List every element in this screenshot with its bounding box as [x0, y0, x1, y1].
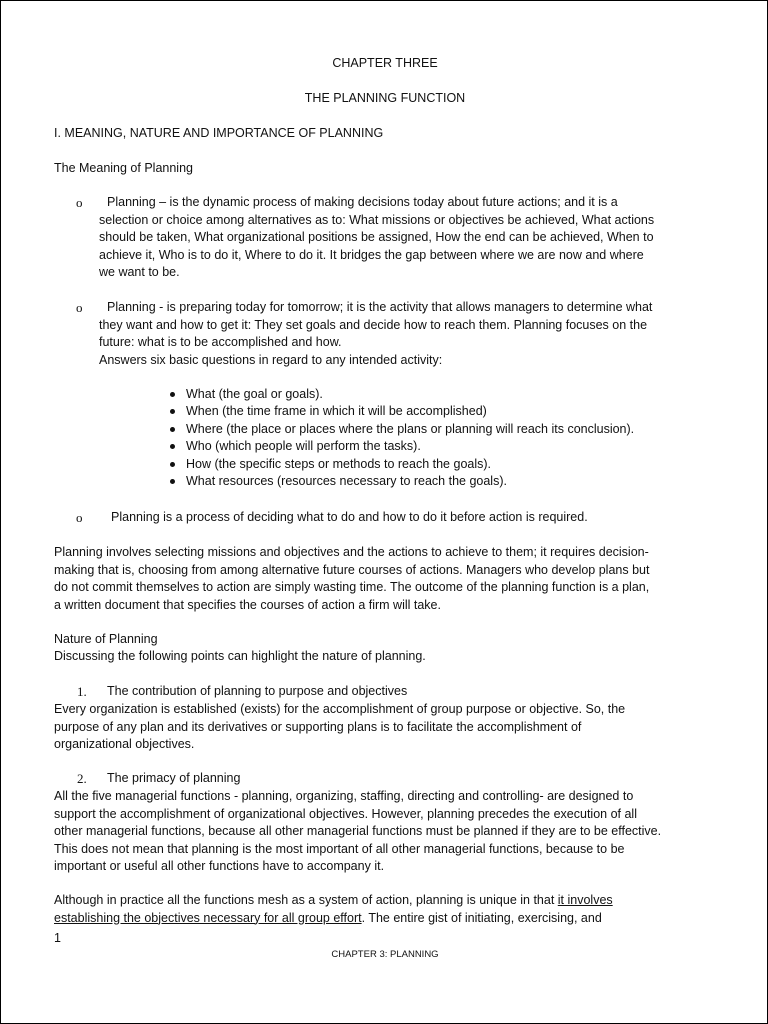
underlined-text: it involves — [557, 893, 613, 907]
list-marker: o — [76, 195, 83, 210]
text-line: we want to be. — [99, 265, 180, 279]
section-title: THE PLANNING FUNCTION — [304, 91, 466, 105]
text-line: they want and how to get it: They set goals and decide how to reach them. Planning focuses on the — [99, 317, 648, 332]
page-number: 1 — [54, 931, 61, 945]
point-number: 2. — [77, 771, 87, 786]
text-line: This does not mean that planning is the most important of all other managerial functions, because to be — [54, 841, 625, 856]
bullet-icon — [170, 392, 175, 397]
text-line: purpose of any plan and its derivatives or supporting plans is to facilitate the accomplishment of — [54, 719, 582, 734]
closing-paragraph — [54, 892, 613, 927]
point-title: The primacy of planning — [107, 771, 241, 785]
list-item: Who (which people will perform the tasks). — [186, 439, 421, 453]
bullet-icon — [170, 479, 175, 484]
point-title: The contribution of planning to purpose and objectives — [107, 684, 408, 698]
point-paragraph — [54, 788, 661, 876]
closing-text: Although in practice all the functions mesh as a system of action, planning is unique in that — [54, 893, 558, 907]
subheading-meaning: The Meaning of Planning — [54, 161, 193, 175]
definition-paragraph — [99, 299, 652, 369]
text-line — [54, 910, 613, 928]
text-line: Planning – is the dynamic process of making decisions today about future actions; and it is a — [107, 195, 618, 209]
chapter-title: CHAPTER THREE — [332, 56, 438, 70]
list-item: What (the goal or goals). — [186, 387, 323, 401]
point-number: 1. — [77, 684, 87, 699]
text-line: a written document that specifies the courses of action a firm will take. — [54, 597, 441, 612]
bullet-icon — [170, 444, 175, 449]
text-line: Planning - is preparing today for tomorrow; it is the activity that allows managers to determine what — [107, 300, 653, 314]
text-line — [54, 892, 613, 910]
text-line: important or useful all other functions have to accompany it. — [54, 859, 385, 873]
text-line: Every organization is established (exists) for the accomplishment of group purpose or objective. So, the — [54, 702, 626, 716]
section-heading: I. MEANING, NATURE AND IMPORTANCE OF PLANNING — [54, 126, 384, 140]
bullet-icon — [170, 462, 175, 467]
definition-paragraph — [99, 194, 654, 282]
text-line: All the five managerial functions - planning, organizing, staffing, directing and controlling- are designed to — [54, 789, 634, 803]
text-line: achieve it, Who is to do it, Where to do it. It bridges the gap between where we are now and where — [99, 247, 644, 262]
underlined-text: establishing the objectives necessary for all group effort — [54, 910, 362, 925]
point-paragraph — [54, 701, 625, 754]
text-line: should be taken, What organizational positions be assigned, How the end can be achieved, When to — [99, 230, 654, 244]
list-item: Where (the place or places where the plans or planning will reach its conclusion). — [186, 422, 635, 436]
closing-text: . The entire gist of initiating, exercising, and — [361, 910, 602, 925]
subheading-nature: Nature of Planning — [54, 632, 158, 646]
list-item: What resources (resources necessary to reach the goals). — [186, 474, 507, 488]
bullet-icon — [170, 409, 175, 414]
text-line: Planning involves selecting missions and objectives and the actions to achieve to them; it requires decision- — [54, 545, 649, 559]
text-line: other managerial functions, because all other managerial functions must be planned if they are to be effective. — [54, 824, 662, 838]
definition-line: Planning is a process of deciding what to do and how to do it before action is required. — [111, 510, 588, 524]
bullet-icon — [170, 427, 175, 432]
list-item: How (the specific steps or methods to reach the goals). — [186, 457, 492, 471]
page-footer: CHAPTER 3: PLANNING — [331, 949, 439, 960]
list-marker: o — [76, 300, 83, 315]
text-line: selection or choice among alternatives as to: What missions or objectives be achieved, What actions — [99, 212, 655, 227]
text-line: support the accomplishment of organizational objectives. However, planning precedes the execution of all — [54, 806, 637, 821]
body-paragraph — [54, 544, 649, 614]
nature-intro: Discussing the following points can highlight the nature of planning. — [54, 649, 426, 663]
list-item: When (the time frame in which it will be accomplished) — [186, 404, 487, 418]
list-marker: o — [76, 510, 83, 525]
text-line: Answers six basic questions in regard to any intended activity: — [99, 352, 443, 367]
text-line: future: what is to be accomplished and how. — [99, 335, 342, 349]
text-line: making that is, choosing from among alternative future courses of actions. Managers who develop plans but — [54, 562, 650, 577]
text-line: do not commit themselves to action are simply wasting time. The outcome of the planning function is a plan, — [54, 580, 650, 594]
text-line: organizational objectives. — [54, 737, 195, 751]
